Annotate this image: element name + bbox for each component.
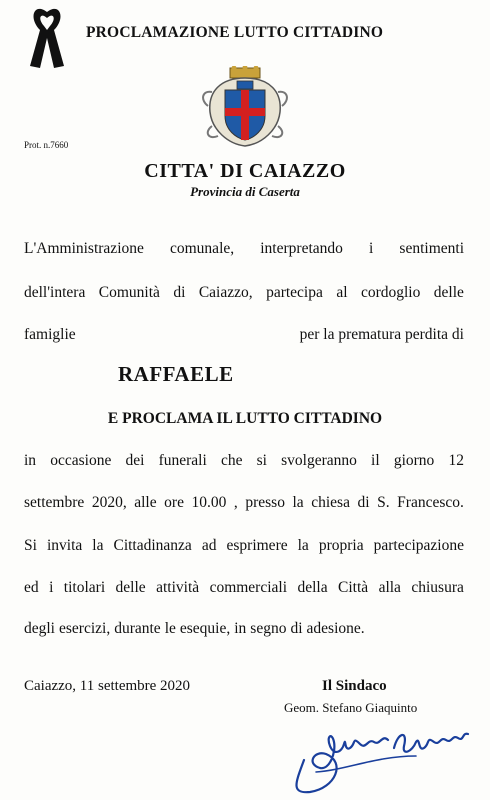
body-word: cordoglio bbox=[360, 284, 421, 301]
body-word: esprimere bbox=[226, 537, 288, 554]
protocol-number: Prot. n.7660 bbox=[24, 140, 69, 150]
body-word: esequie, bbox=[179, 620, 231, 637]
body-word: 12 bbox=[448, 452, 464, 469]
city-name: CITTA' DI CAIAZZO bbox=[144, 160, 346, 182]
body-word: commerciali bbox=[209, 579, 288, 596]
body-word: in bbox=[234, 620, 247, 637]
body-word: la bbox=[297, 537, 309, 554]
body-word: 2020, bbox=[91, 494, 127, 511]
body-word: che bbox=[220, 452, 243, 469]
body-word: partecipazione bbox=[373, 537, 464, 554]
mourning-ribbon-icon bbox=[26, 4, 68, 70]
body-word: ore bbox=[164, 494, 184, 511]
header-title: PROCLAMAZIONE LUTTO CITTADINO bbox=[86, 24, 384, 41]
body-word: dell'intera bbox=[24, 284, 86, 301]
body-word: Si bbox=[24, 537, 37, 554]
body-word: le bbox=[164, 620, 176, 637]
body-word: partecipa bbox=[266, 284, 323, 301]
body-word: chiusura bbox=[411, 579, 464, 596]
body-word: svolgeranno bbox=[281, 452, 357, 469]
body-word: giorno bbox=[393, 452, 435, 469]
body-word: al bbox=[336, 284, 348, 301]
body-word: Francesco. bbox=[397, 494, 464, 511]
body-word: occasione bbox=[50, 452, 112, 469]
body-word: i bbox=[49, 579, 54, 596]
body-word: durante bbox=[114, 620, 161, 637]
body-word: i bbox=[369, 240, 374, 257]
body-word: S. bbox=[377, 494, 390, 511]
place-and-date: Caiazzo, 11 settembre 2020 bbox=[24, 678, 191, 694]
body-line-last bbox=[24, 620, 464, 638]
loss-text: per la prematura perdita di bbox=[299, 326, 464, 343]
mayor-name: Geom. Stefano Giaquinto bbox=[284, 700, 418, 715]
body-word: invita bbox=[46, 537, 83, 554]
body-line bbox=[24, 537, 464, 555]
body-word: alla bbox=[378, 579, 401, 596]
body-word: ad bbox=[201, 537, 217, 554]
body-word: alle bbox=[134, 494, 157, 511]
body-word: funerali bbox=[158, 452, 207, 469]
body-word: sentimenti bbox=[399, 240, 464, 257]
body-word: la bbox=[292, 494, 304, 511]
body-word: di bbox=[290, 620, 303, 637]
body-word: delle bbox=[115, 579, 146, 596]
body-word: attività bbox=[156, 579, 200, 596]
body-word: dei bbox=[125, 452, 145, 469]
body-word: Comunità bbox=[98, 284, 160, 301]
mayor-signature bbox=[286, 712, 472, 798]
body-word: Città bbox=[338, 579, 369, 596]
body-word: di bbox=[357, 494, 370, 511]
proclamation-heading: E PROCLAMA IL LUTTO CITTADINO bbox=[107, 410, 383, 427]
body-word: , bbox=[233, 494, 238, 511]
body-word: chiesa bbox=[311, 494, 350, 511]
body-word: Cittadinanza bbox=[113, 537, 192, 554]
body-word: comunale, bbox=[170, 240, 235, 257]
body-word: interpretando bbox=[260, 240, 343, 257]
body-word: L'Amministrazione bbox=[24, 240, 144, 257]
body-word: segno bbox=[250, 620, 287, 637]
body-word: Caiazzo, bbox=[198, 284, 253, 301]
body-word: settembre bbox=[24, 494, 85, 511]
body-line bbox=[24, 579, 464, 597]
body-word: propria bbox=[318, 537, 364, 554]
province-name: Provincia di Caserta bbox=[190, 184, 300, 199]
families-label: famiglie bbox=[24, 326, 76, 343]
body-line bbox=[24, 494, 464, 512]
body-word: titolari bbox=[63, 579, 106, 596]
body-word: in bbox=[24, 452, 37, 469]
body-line bbox=[24, 284, 464, 302]
body-word: delle bbox=[433, 284, 464, 301]
body-word: degli bbox=[24, 620, 55, 637]
families-line bbox=[24, 326, 464, 344]
body-word: la bbox=[92, 537, 104, 554]
body-word: adesione. bbox=[306, 620, 365, 637]
body-word: presso bbox=[245, 494, 285, 511]
redacted-area bbox=[76, 326, 220, 342]
body-word: ed bbox=[24, 579, 39, 596]
body-word: esercizi, bbox=[59, 620, 111, 637]
deceased-name: RAFFAELE bbox=[118, 362, 234, 386]
body-word: 10.00 bbox=[191, 494, 227, 511]
body-word: di bbox=[173, 284, 186, 301]
body-line bbox=[24, 452, 464, 470]
body-word: si bbox=[256, 452, 267, 469]
city-coat-of-arms-icon bbox=[198, 66, 292, 148]
body-word: della bbox=[297, 579, 328, 596]
body-word: il bbox=[371, 452, 380, 469]
body-line bbox=[24, 240, 464, 258]
mayor-title: Il Sindaco bbox=[322, 678, 387, 694]
